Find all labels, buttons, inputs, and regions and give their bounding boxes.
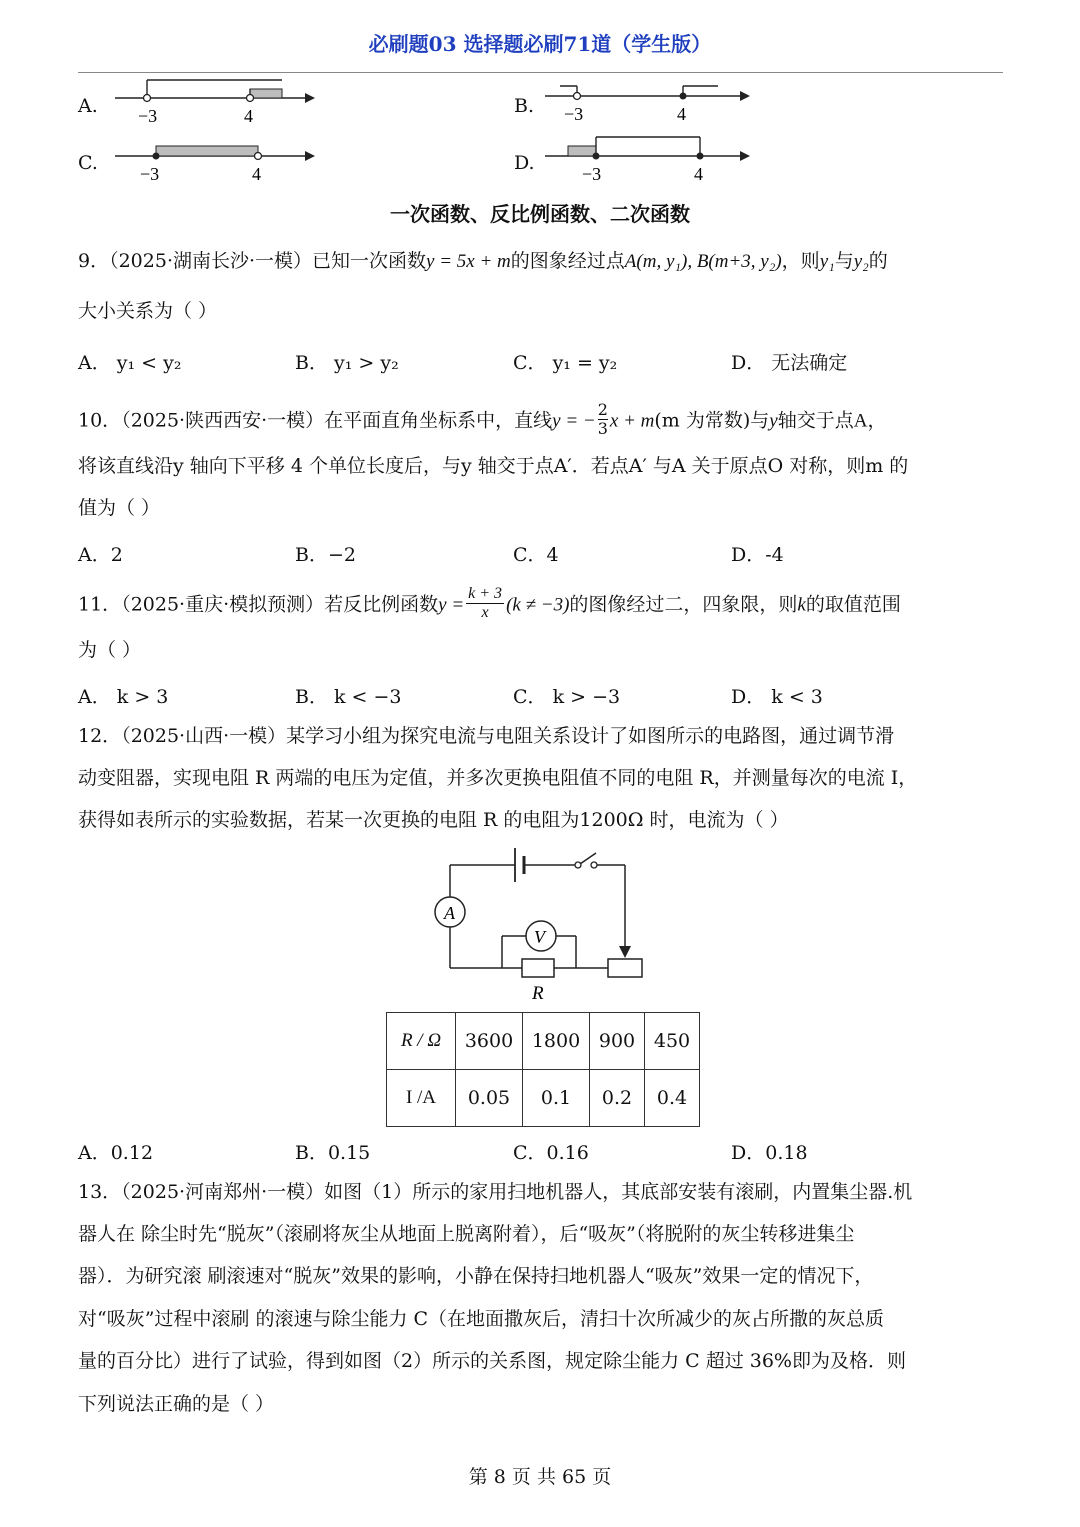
q13-line2: 器人在 除尘时先“脱灰”（滚刷将灰尘从地面上脱离附着），后“吸灰”（将脱附的灰尘转移进集尘 <box>78 1223 855 1245</box>
q8-b-tick-right: 4 <box>677 104 686 124</box>
switch-contact-left <box>575 862 581 868</box>
q13-line1: 13．（2025·河南郑州·一模）如图（1）所示的家用扫地机器人，其底部安装有滚刷，内置集尘器.机 <box>78 1181 913 1203</box>
q12-option-c[interactable]: C．0.16 <box>513 1142 589 1164</box>
q8-a-tick-left: −3 <box>138 106 158 126</box>
table-row <box>387 1070 700 1127</box>
page-header: 必刷题03 选择题必刷71道（学生版） <box>368 32 712 56</box>
q8-option-b-label[interactable]: B. <box>514 95 535 117</box>
q11-frac-num: k + 3 <box>468 585 503 602</box>
table-cell: 450 <box>645 1013 700 1070</box>
resistor-label: R <box>532 983 544 1004</box>
resistor-r <box>522 959 554 977</box>
q10-option-c[interactable]: C．4 <box>513 544 559 566</box>
table-cell: 0.05 <box>456 1070 523 1127</box>
q10-line1: 10．（2025·陕西西安·一模）在平面直角坐标系中，直线y = − $\frac{2}{3}$ x + m(m 为常数)与y轴交于点A， <box>78 400 887 438</box>
q12-data-table <box>386 1012 700 1127</box>
table-cell: 0.2 <box>590 1070 645 1127</box>
svg-text:A: A <box>444 903 455 923</box>
q9-option-c[interactable]: C． y₁ = y₂ <box>513 352 618 374</box>
table-header-r: R / Ω <box>387 1013 456 1070</box>
q8-option-d-label[interactable]: D. <box>514 152 535 174</box>
table-cell: 1800 <box>523 1013 590 1070</box>
table-cell: 900 <box>590 1013 645 1070</box>
q10-line3: 值为（ ） <box>78 497 161 519</box>
page-footer: 第 8 页 共 65 页 <box>468 1466 612 1488</box>
svg-text:V: V <box>534 927 545 947</box>
q10-option-a[interactable]: A．2 <box>78 544 123 566</box>
q10-frac-den: 3 <box>597 419 608 438</box>
table-cell: 3600 <box>456 1013 523 1070</box>
q9-option-b[interactable]: B． y₁ > y₂ <box>295 352 399 374</box>
q11-frac-den: x <box>481 604 489 621</box>
rheostat <box>608 959 642 977</box>
q12-option-a[interactable]: A．0.12 <box>78 1142 154 1164</box>
q8-option-a-label[interactable]: A. <box>78 95 98 117</box>
q9-line2: 大小关系为（ ） <box>78 300 218 322</box>
q11-line1: 11．（2025·重庆·模拟预测）若反比例函数y = $\frac{k + 3}{x}$ (k ≠ −3)的图像经过二，四象限，则k的取值范围 <box>78 585 901 621</box>
q8-option-d-numberline <box>540 135 755 187</box>
q12-line1: 12．（2025·山西·一模）某学习小组为探究电流与电阻关系设计了如图所示的电路图，通过调节滑 <box>78 725 895 747</box>
q12-option-b[interactable]: B．0.15 <box>295 1142 371 1164</box>
q13-line4: 对“吸灰”过程中滚刷 的滚速与除尘能力 C（在地面撒灰后，清扫十次所减少的灰占所撒的灰总质 <box>78 1308 885 1330</box>
q8-b-tick-left: −3 <box>564 104 584 124</box>
q8-option-c-numberline <box>110 135 320 187</box>
q8-option-c-label[interactable]: C. <box>78 152 98 174</box>
q9-line1: 9．（2025·湖南长沙·一模）已知一次函数y = 5x + m的图象经过点A(m, y₁), B(m+3, y₂)，则y₁与y₂的 <box>78 250 888 272</box>
q9-option-d[interactable]: D． 无法确定 <box>731 352 848 374</box>
q10-line2: 将该直线沿y 轴向下平移 4 个单位长度后，与y 轴交于点A′．若点A′ 与A 关于原点O 对称，则m 的 <box>78 455 909 477</box>
q8-option-b-numberline <box>540 78 755 128</box>
q11-line2: 为（ ） <box>78 639 142 661</box>
q8-a-tick-right: 4 <box>244 106 253 126</box>
table-cell: 0.1 <box>523 1070 590 1127</box>
q8-d-tick-left: −3 <box>582 164 602 184</box>
section-title: 一次函数、反比例函数、二次函数 <box>390 202 690 226</box>
q9-option-a[interactable]: A． y₁ < y₂ <box>78 352 182 374</box>
q10-option-b[interactable]: B．−2 <box>295 544 356 566</box>
rheostat-slider-arrow <box>619 946 631 958</box>
q8-c-tick-left: −3 <box>140 164 160 184</box>
q9-points: A(m, y₁), B(m+3, y₂) <box>624 251 782 272</box>
q8-c-tick-right: 4 <box>252 164 261 184</box>
q11-option-d[interactable]: D． k < 3 <box>731 686 823 708</box>
q10-frac-num: 2 <box>597 400 608 419</box>
q12-option-d[interactable]: D．0.18 <box>731 1142 808 1164</box>
switch-contact-right <box>591 862 597 868</box>
table-row <box>387 1013 700 1070</box>
table-header-i: I /A <box>387 1070 456 1127</box>
q13-line6: 下列说法正确的是（ ） <box>78 1393 275 1415</box>
q10-option-d[interactable]: D．-4 <box>731 544 784 566</box>
q12-line3: 获得如表所示的实验数据，若某一次更换的电阻 R 的电阻为1200Ω 时，电流为（ ） <box>78 809 789 831</box>
q12-circuit-diagram <box>410 840 660 1005</box>
q13-line3: 器）．为研究滚 刷滚速对“脱灰”效果的影响，小静在保持扫地机器人“吸灰”效果一定的情况下， <box>78 1265 874 1287</box>
q11-option-a[interactable]: A． k > 3 <box>78 686 169 708</box>
q8-d-tick-right: 4 <box>694 164 703 184</box>
q12-line2: 动变阻器，实现电阻 R 两端的电压为定值，并多次更换电阻值不同的电阻 R，并测量每次的电流 I， <box>78 767 918 789</box>
q11-option-c[interactable]: C． k > −3 <box>513 686 621 708</box>
q9-formula: y = 5x + m <box>426 251 511 272</box>
table-cell: 0.4 <box>645 1070 700 1127</box>
q8-option-a-numberline <box>110 78 320 128</box>
header-divider <box>78 72 1003 73</box>
q11-option-b[interactable]: B． k < −3 <box>295 686 402 708</box>
q13-line5: 量的百分比）进行了试验，得到如图（2）所示的关系图，规定除尘能力 C 超过 36%即为及格．则 <box>78 1350 906 1372</box>
